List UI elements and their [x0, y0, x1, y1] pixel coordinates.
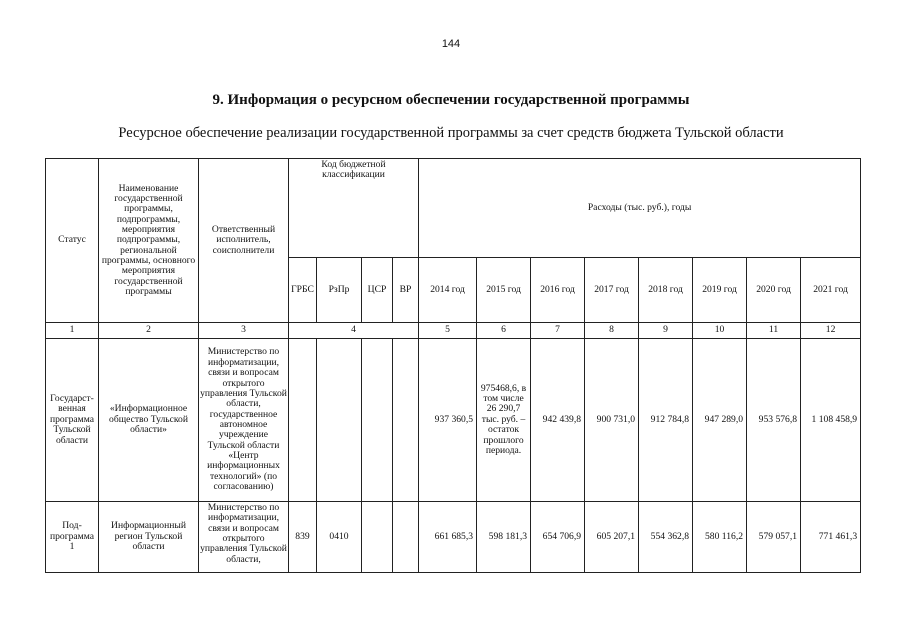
header-year: 2021 год: [801, 258, 861, 323]
header-year: 2020 год: [747, 258, 801, 323]
row-value: 975468,6, в том числе 26 290,7 тыс. руб. – остаток прошлого периода.: [477, 339, 531, 502]
column-number: 2: [99, 323, 199, 339]
header-budget-code: Код бюджетной классификации: [289, 159, 419, 258]
header-year: 2019 год: [693, 258, 747, 323]
column-number: 10: [693, 323, 747, 339]
row-grbs: [289, 339, 317, 502]
column-number: 11: [747, 323, 801, 339]
row-value: 942 439,8: [531, 339, 585, 502]
row-executor: Министерство по информатизации, связи и вопросам открытого управления Тульской области, государственное автономное учреждение Тульской области «Центр информационных технологий» (по согласованию): [199, 339, 289, 502]
column-number: 9: [639, 323, 693, 339]
header-name: Наименование государственной программы, подпрограммы, мероприятия подпрограммы, региональной программы, основного мероприятия государственной программы: [99, 159, 199, 323]
column-number: 6: [477, 323, 531, 339]
header-row: [46, 159, 861, 258]
column-number: 7: [531, 323, 585, 339]
header-rzpr: РзПр: [317, 258, 362, 323]
row-value: 771 461,3: [801, 502, 861, 573]
row-name: Информационный регион Тульской области: [99, 502, 199, 573]
row-vr: [393, 339, 419, 502]
row-vr: [393, 502, 419, 573]
header-expenses: Расходы (тыс. руб.), годы: [419, 159, 861, 258]
column-number: 3: [199, 323, 289, 339]
row-status: Под-программа 1: [46, 502, 99, 573]
column-number: 12: [801, 323, 861, 339]
row-rzpr: 0410: [317, 502, 362, 573]
header-executor: Ответственный исполнитель, соисполнители: [199, 159, 289, 323]
column-number: 1: [46, 323, 99, 339]
row-executor-text: Министерство по информатизации, связи и вопросам открытого управления Тульской области,: [200, 503, 287, 565]
header-year: 2014 год: [419, 258, 477, 323]
header-csr: ЦСР: [362, 258, 393, 323]
row-value: 661 685,3: [419, 502, 477, 573]
row-value: 947 289,0: [693, 339, 747, 502]
resource-table: [45, 158, 861, 573]
header-status: Статус: [46, 159, 99, 323]
row-csr: [362, 339, 393, 502]
row-value: 579 057,1: [747, 502, 801, 573]
header-year: 2017 год: [585, 258, 639, 323]
column-number: 5: [419, 323, 477, 339]
row-csr: [362, 502, 393, 573]
row-rzpr: [317, 339, 362, 502]
row-value: 654 706,9: [531, 502, 585, 573]
row-value: 937 360,5: [419, 339, 477, 502]
header-vr: ВР: [393, 258, 419, 323]
row-value: 900 731,0: [585, 339, 639, 502]
table-row: [46, 339, 861, 502]
row-value: 598 181,3: [477, 502, 531, 573]
row-value: 953 576,8: [747, 339, 801, 502]
column-number: 8: [585, 323, 639, 339]
row-value: 554 362,8: [639, 502, 693, 573]
page-number: 144: [441, 38, 461, 50]
column-number: 4: [289, 323, 419, 339]
row-value: 580 116,2: [693, 502, 747, 573]
row-executor: [199, 502, 289, 573]
header-year: 2016 год: [531, 258, 585, 323]
row-value: 1 108 458,9: [801, 339, 861, 502]
row-grbs: 839: [289, 502, 317, 573]
column-number-row: [46, 323, 861, 339]
header-grbs: ГРБС: [289, 258, 317, 323]
section-title: 9. Информация о ресурсном обеспечении государственной программы: [212, 92, 690, 108]
header-year: 2015 год: [477, 258, 531, 323]
row-status: Государст-венная программа Тульской области: [46, 339, 99, 502]
header-year: 2018 год: [639, 258, 693, 323]
row-value: 605 207,1: [585, 502, 639, 573]
table-subtitle: Ресурсное обеспечение реализации государственной программы за счет средств бюджета Тульской области: [118, 125, 784, 141]
table-row: [46, 502, 861, 573]
row-value: 912 784,8: [639, 339, 693, 502]
row-name: «Информационное общество Тульской области»: [99, 339, 199, 502]
